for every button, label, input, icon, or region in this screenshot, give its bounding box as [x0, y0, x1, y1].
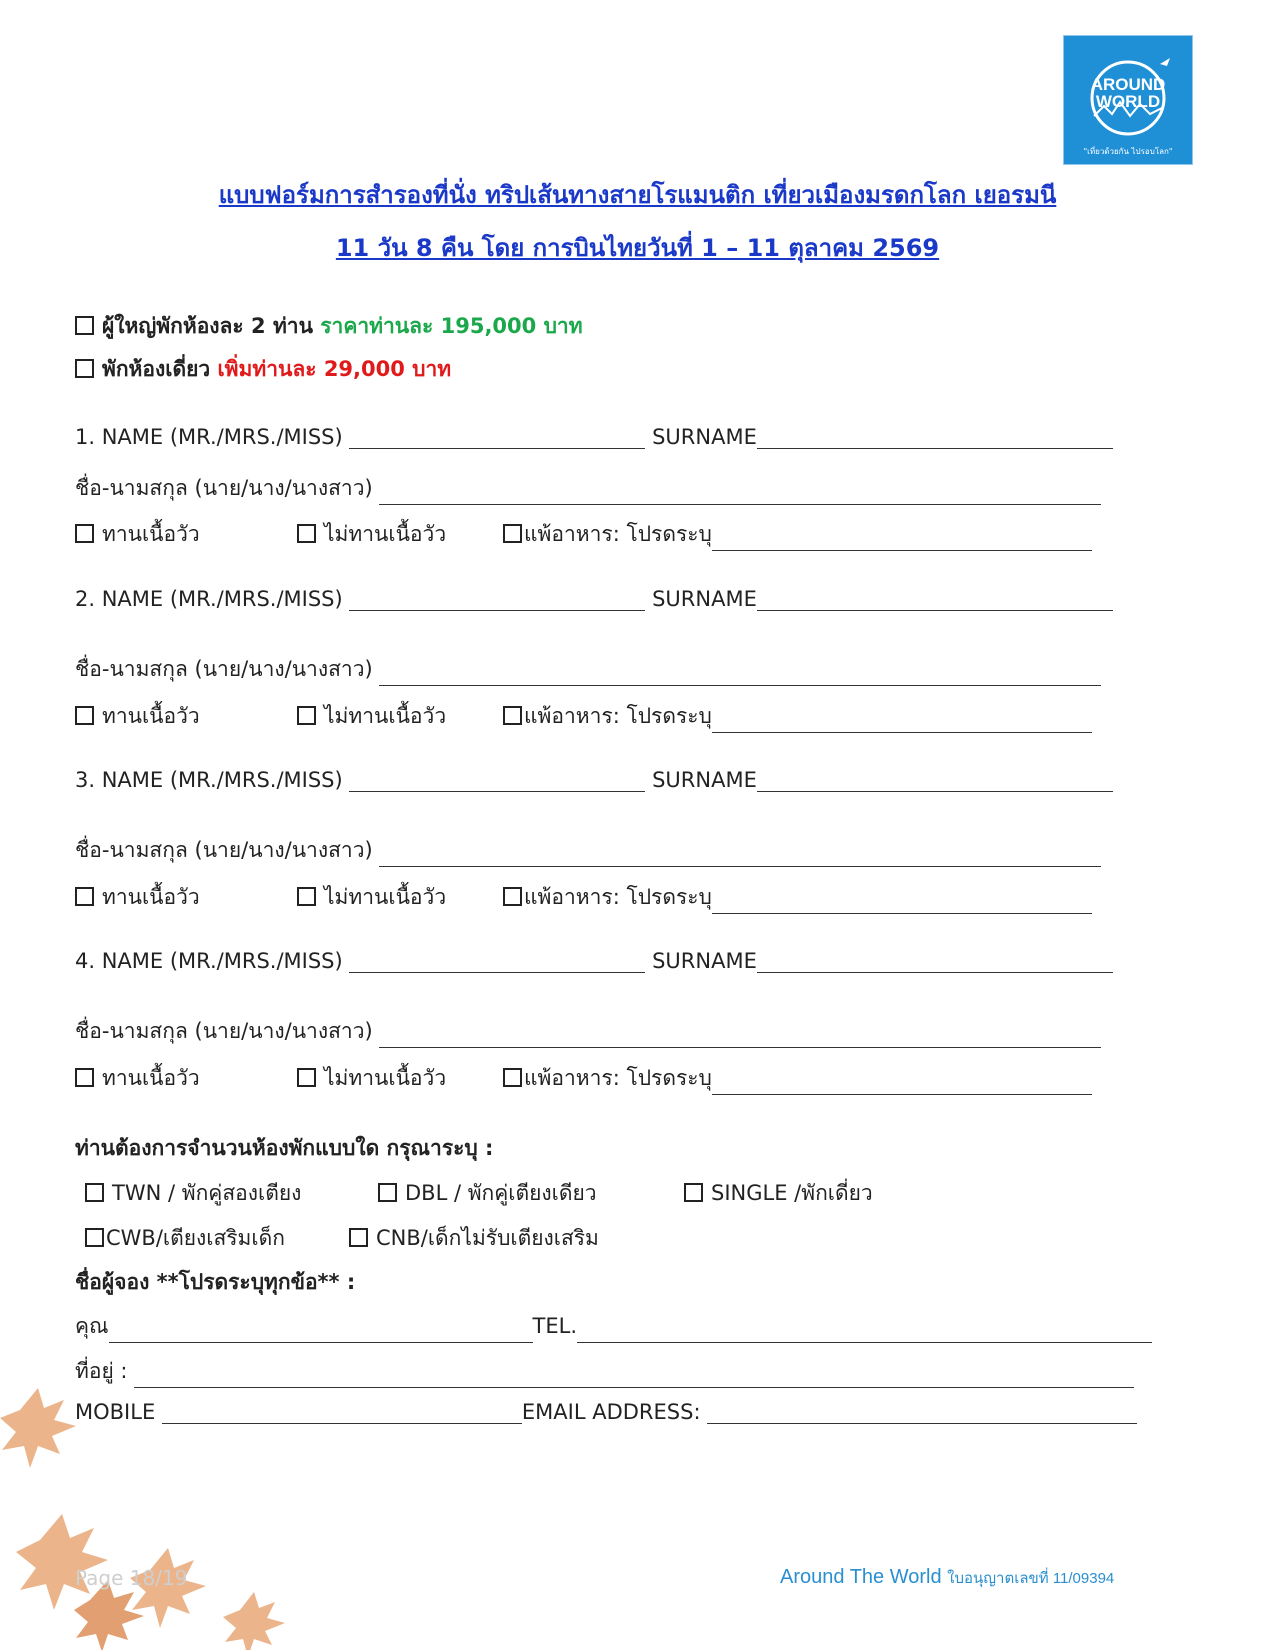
allergy-checkbox[interactable]	[503, 706, 522, 725]
passenger-1-no-beef	[297, 518, 446, 551]
allergy-checkbox[interactable]	[503, 887, 522, 906]
passenger-3-thai-row	[75, 834, 1101, 867]
page-number: Page 18/19	[75, 1566, 188, 1590]
no-beef-checkbox[interactable]	[297, 1068, 316, 1087]
form-title-line1: แบบฟอร์มการสำรองที่นั่ง ทริปเส้นทางสายโรแมนติก เที่ยวเมืองมรดกโลก เยอรมนี	[218, 181, 1057, 209]
passenger-2-no-beef	[297, 700, 446, 733]
email-label: EMAIL ADDRESS:	[521, 1400, 701, 1424]
eat-beef-checkbox[interactable]	[75, 706, 94, 725]
allergy-field[interactable]	[712, 893, 1092, 914]
room-cnb	[349, 1222, 599, 1255]
passenger-1-allergy	[503, 518, 1092, 551]
tel-field[interactable]	[577, 1322, 1152, 1343]
passenger-2-allergy	[503, 700, 1092, 733]
name-field[interactable]	[349, 590, 645, 611]
thai-name-label: ชื่อ-นามสกุล (นาย/นาง/นางสาว)	[75, 1019, 373, 1043]
surname-field[interactable]	[757, 952, 1113, 973]
pricing-single-row	[75, 353, 451, 386]
allergy-checkbox[interactable]	[503, 524, 522, 543]
logo-text-world: WORLD	[1095, 92, 1161, 111]
allergy-field[interactable]	[712, 712, 1092, 733]
single-checkbox[interactable]	[684, 1183, 703, 1202]
tel-label: TEL.	[532, 1314, 578, 1338]
eat-beef-checkbox[interactable]	[75, 1068, 94, 1087]
thai-name-field[interactable]	[379, 846, 1101, 867]
name-label: 4. NAME (MR./MRS./MISS)	[75, 949, 343, 973]
name-label: 2. NAME (MR./MRS./MISS)	[75, 587, 343, 611]
surname-label: SURNAME	[652, 949, 757, 973]
allergy-label: แพ้อาหาร: โปรดระบุ	[524, 1066, 712, 1090]
passenger-4-allergy	[503, 1062, 1092, 1095]
thai-name-label: ชื่อ-นามสกุล (นาย/นาง/นางสาว)	[75, 838, 373, 862]
passenger-3-name-row	[75, 768, 1113, 792]
dbl-checkbox[interactable]	[378, 1183, 397, 1202]
booker-name-row	[75, 1310, 1152, 1343]
thai-name-label: ชื่อ-นามสกุล (นาย/นาง/นางสาว)	[75, 476, 373, 500]
surname-label: SURNAME	[652, 587, 757, 611]
dbl-label: DBL / พักคู่เตียงเดียว	[405, 1181, 597, 1205]
single-room-label: พักห้องเดี่ยว	[102, 357, 211, 381]
passenger-2-name-row	[75, 587, 1113, 611]
passenger-2-thai-row	[75, 653, 1101, 686]
allergy-label: แพ้อาหาร: โปรดระบุ	[524, 885, 712, 909]
adult-price-text: ราคาท่านละ 195,000 บาท	[320, 314, 583, 338]
cnb-label: CNB/เด็กไม่รับเตียงเสริม	[376, 1226, 599, 1250]
eat-beef-checkbox[interactable]	[75, 524, 94, 543]
passenger-4-name-row	[75, 949, 1113, 973]
no-beef-checkbox[interactable]	[297, 887, 316, 906]
no-beef-label: ไม่ทานเนื้อวัว	[324, 522, 447, 546]
allergy-checkbox[interactable]	[503, 1068, 522, 1087]
cwb-label: CWB/เตียงเสริมเด็ก	[106, 1226, 285, 1250]
pricing-adult-row	[75, 310, 583, 343]
passenger-3-eat-beef	[75, 881, 200, 914]
adult-room-checkbox[interactable]	[75, 316, 94, 335]
single-price-text: เพิ่มท่านละ 29,000 บาท	[217, 357, 452, 381]
eat-beef-label: ทานเนื้อวัว	[102, 1066, 200, 1090]
name-field[interactable]	[349, 428, 645, 449]
thai-name-field[interactable]	[379, 484, 1101, 505]
passenger-4-thai-row	[75, 1015, 1101, 1048]
logo-tagline: "เที่ยวด้วยกัน ไปรอบโลก"	[1083, 147, 1173, 156]
single-room-checkbox[interactable]	[75, 359, 94, 378]
room-cwb	[85, 1222, 285, 1255]
allergy-label: แพ้อาหาร: โปรดระบุ	[524, 522, 712, 546]
passenger-3-no-beef	[297, 881, 446, 914]
cwb-checkbox[interactable]	[85, 1228, 104, 1247]
no-beef-label: ไม่ทานเนื้อวัว	[324, 885, 447, 909]
name-label: 1. NAME (MR./MRS./MISS)	[75, 425, 343, 449]
passenger-1-name-row	[75, 425, 1113, 449]
surname-field[interactable]	[757, 590, 1113, 611]
twn-label: TWN / พักคู่สองเตียง	[112, 1181, 302, 1205]
thai-name-field[interactable]	[379, 665, 1101, 686]
surname-field[interactable]	[757, 428, 1113, 449]
single-label: SINGLE /พักเดี่ยว	[711, 1181, 873, 1205]
adult-room-label: ผู้ใหญ่พักห้องละ 2 ท่าน	[102, 314, 313, 338]
cnb-checkbox[interactable]	[349, 1228, 368, 1247]
room-twn	[85, 1177, 301, 1210]
passenger-1-thai-row	[75, 472, 1101, 505]
allergy-field[interactable]	[712, 1074, 1092, 1095]
no-beef-label: ไม่ทานเนื้อวัว	[324, 1066, 447, 1090]
eat-beef-label: ทานเนื้อวัว	[102, 522, 200, 546]
form-title-line2: 11 วัน 8 คืน โดย การบินไทยวันที่ 1 – 11 ตุลาคม 2569	[335, 234, 940, 262]
surname-field[interactable]	[757, 771, 1113, 792]
no-beef-checkbox[interactable]	[297, 524, 316, 543]
room-question: ท่านต้องการจำนวนห้องพักแบบใด กรุณาระบุ :	[75, 1136, 494, 1160]
address-label: ที่อยู่ :	[75, 1359, 128, 1383]
surname-label: SURNAME	[652, 425, 757, 449]
name-field[interactable]	[349, 952, 645, 973]
logo-text-around: AROUND	[1090, 75, 1166, 94]
license-text: ใบอนุญาตเลขที่ 11/09394	[947, 1570, 1115, 1587]
khun-label: คุณ	[75, 1314, 109, 1338]
name-label: 3. NAME (MR./MRS./MISS)	[75, 768, 343, 792]
name-field[interactable]	[349, 771, 645, 792]
room-dbl	[378, 1177, 597, 1210]
mobile-label: MOBILE	[75, 1400, 156, 1424]
passenger-4-eat-beef	[75, 1062, 200, 1095]
brand-name: Around The World	[780, 1566, 942, 1588]
maple-leaves-decoration	[0, 1370, 300, 1650]
no-beef-label: ไม่ทานเนื้อวัว	[324, 704, 447, 728]
surname-label: SURNAME	[652, 768, 757, 792]
no-beef-checkbox[interactable]	[297, 706, 316, 725]
twn-checkbox[interactable]	[85, 1183, 104, 1202]
eat-beef-label: ทานเนื้อวัว	[102, 704, 200, 728]
passenger-2-eat-beef	[75, 700, 200, 733]
passenger-3-allergy	[503, 881, 1092, 914]
email-field[interactable]	[707, 1403, 1137, 1424]
passenger-4-no-beef	[297, 1062, 446, 1095]
passenger-1-eat-beef	[75, 518, 200, 551]
booker-name-field[interactable]	[109, 1322, 533, 1343]
room-single	[684, 1177, 873, 1210]
thai-name-label: ชื่อ-นามสกุล (นาย/นาง/นางสาว)	[75, 657, 373, 681]
allergy-field[interactable]	[712, 530, 1092, 551]
company-logo	[1063, 35, 1193, 165]
thai-name-field[interactable]	[379, 1027, 1101, 1048]
allergy-label: แพ้อาหาร: โปรดระบุ	[524, 704, 712, 728]
booker-heading: ชื่อผู้จอง **โปรดระบุทุกข้อ** :	[75, 1270, 356, 1294]
eat-beef-label: ทานเนื้อวัว	[102, 885, 200, 909]
eat-beef-checkbox[interactable]	[75, 887, 94, 906]
footer-brand	[780, 1566, 1114, 1590]
